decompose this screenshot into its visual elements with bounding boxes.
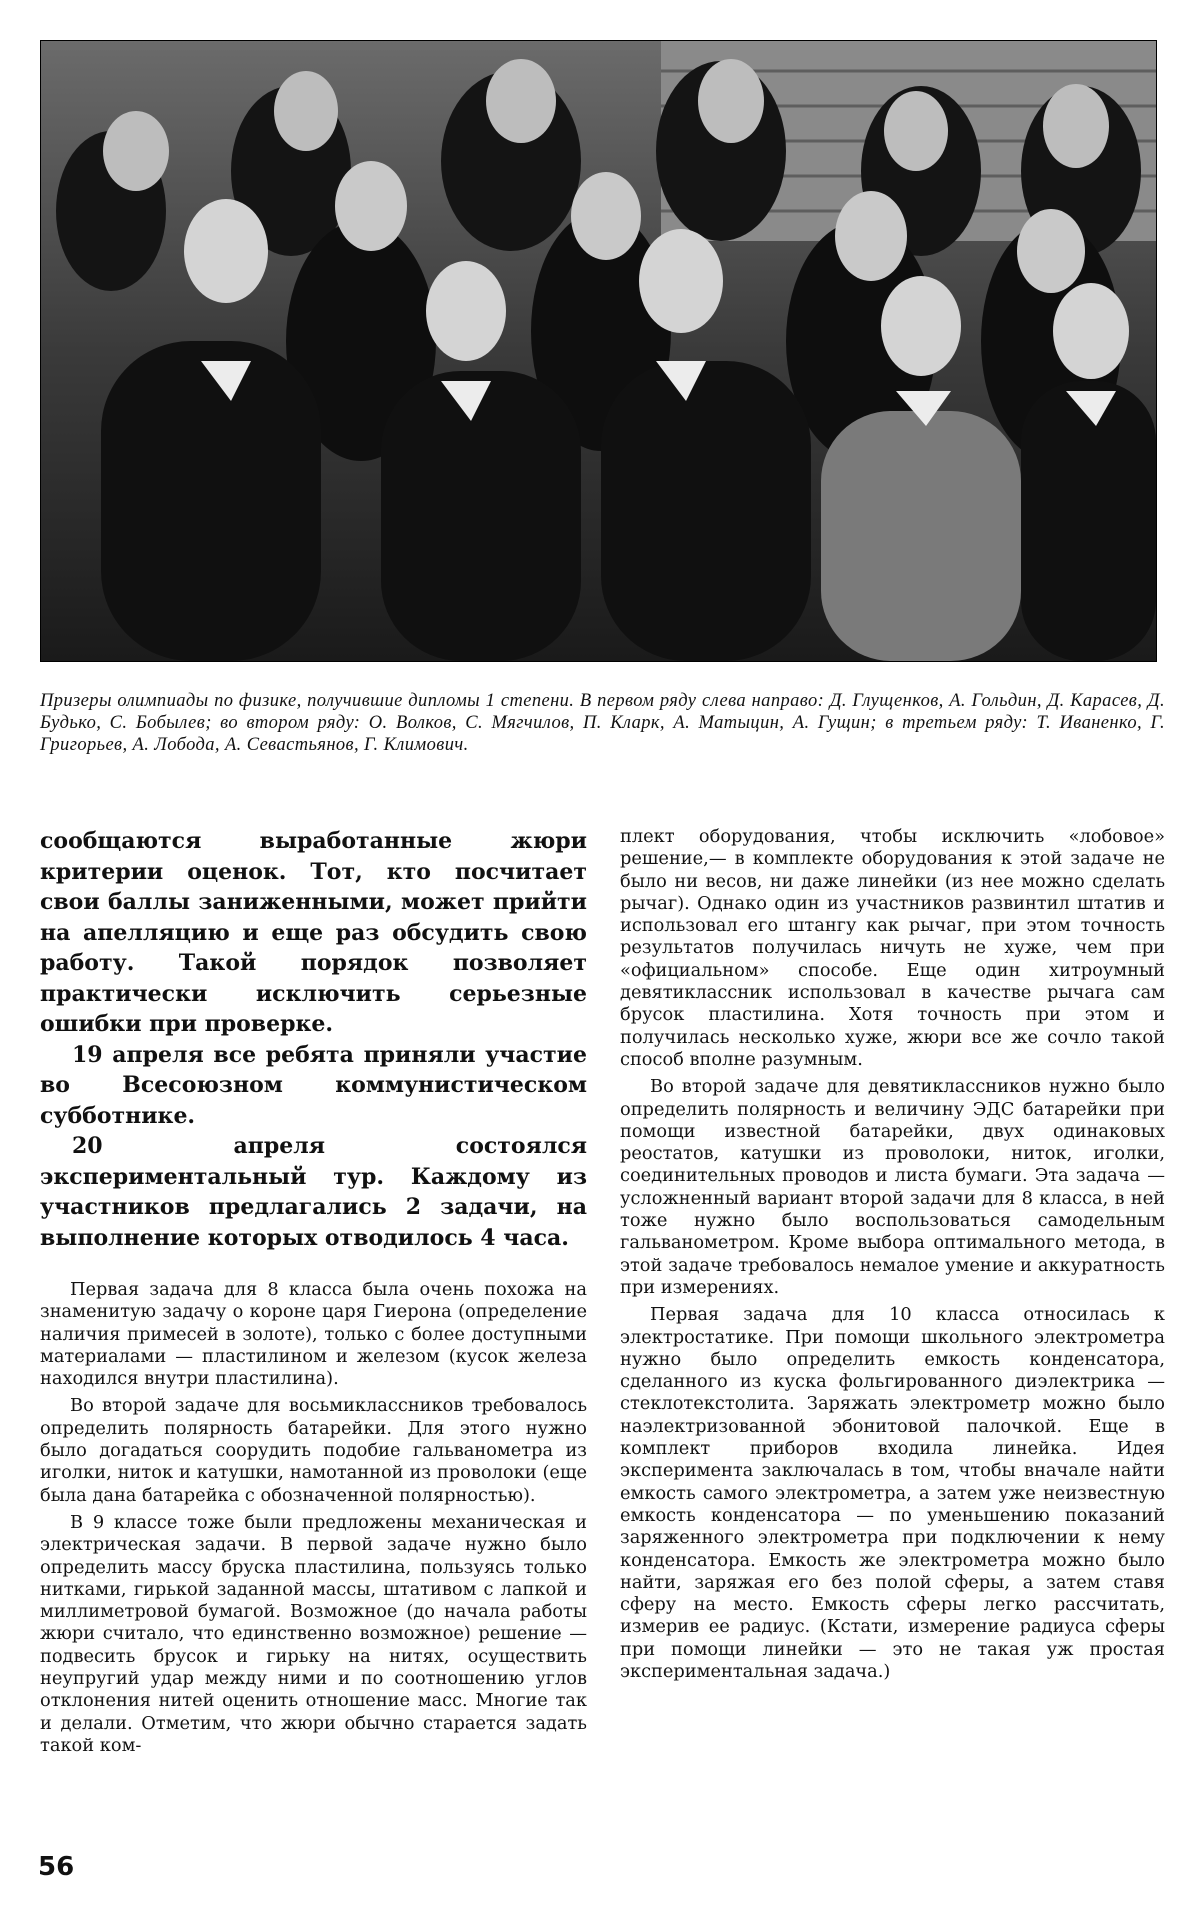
body-text [40,1279,587,1757]
paragraph: Первая задача для 10 класса относилась к электростатике. При помощи школьного электрометра нужно было определить емкость конденсатора, сделанного из куска фольгированного диэлектрика — стеклотекстолита. Заряжать электрометр можно было наэлектризованной эбонитовой палочкой. Еще в комплект приборов входила линейка. Идея эксперимента заключалась в том, чтобы вначале найти емкость самого электрометра, а затем уже неизвестную емкость конденсатора — по уменьшению показаний заряженного электрометра при подключении к нему конденсатора. Емкость же электрометра можно было найти, заряжая его без полой сферы, а затем ставя сферу на место. Емкость сферы легко рассчитать, измерив ее радиус. (Кстати, измерение радиуса сферы при помощи линейки — это не такая уж простая экспериментальная задача.) [620,1304,1165,1682]
lead-paragraph: 19 апреля все ребята приняли участие во Всесоюзном коммунистическом субботнике. [40,1041,587,1129]
page-number: 56 [38,1852,75,1882]
left-column [40,826,587,1757]
photo-caption: Призеры олимпиады по физике, получившие дипломы 1 степени. В первом ряду слева направо: Д. Глущенков, А. Гольдин, Д. Карасев, Д. Будько, С. Бобылев; во втором ряду: О. Волков, С. Мягчилов, П. Кларк, А. Матыцин, А. Гущин; в третьем ряду: Т. Иваненко, Г. Григорьев, А. Лобода, А. Севастьянов, Г. Климович. [40,691,1165,755]
group-photo [40,40,1157,662]
paragraph: плект оборудования, чтобы исключить «лобовое» решение,— в комплекте оборудования к этой задаче не было ни весов, ни даже линейки (из нее можно сделать рычаг). Однако один из участников развинтил штатив и использовал его штангу как рычаг, при этом точность результатов получилась ничуть не хуже, чем при «официальном» способе. Еще один хитроумный девятиклассник использовал в качестве рычага сам брусок пластилина. Хотя точность при этом и получилась несколько хуже, жюри все же сочло такой способ вполне разумным. [620,826,1165,1070]
paragraph: Первая задача для 8 класса была очень похожа на знаменитую задачу о короне царя Гиерона (определение наличия примесей в золоте), только с более доступными материалами — пластилином и железом (кусок железа находился внутри пластилина). [40,1279,587,1390]
paragraph: Во второй задаче для восьмиклассников требовалось определить полярность батарейки. Для этого нужно было догадаться соорудить подобие гальванометра из иголки, ниток и катушки, намотанной из проволоки (еще была дана батарейка с обозначенной полярностью). [40,1395,587,1506]
right-column [620,826,1165,1683]
lead-text [40,826,587,1253]
paragraph: Во второй задаче для девятиклассников нужно было определить полярность и величину ЭДС батарейки при помощи известной батарейки, двух одинаковых реостатов, катушки из проволоки, ниток, иголки, соединительных проводов и листа бумаги. Эта задача — усложненный вариант второй задачи для 8 класса, в ней тоже нужно было воспользоваться самодельным гальванометром. Кроме выбора оптимального метода, в этой задаче требовалось немалое умение и аккуратность при измерениях. [620,1076,1165,1298]
lead-paragraph: 20 апреля состоялся экспериментальный тур. Каждому из участников предлагались 2 задачи, на выполнение которых отводилось 4 часа. [40,1133,587,1251]
lead-paragraph: сообщаются выработанные жюри критерии оценок. Тот, кто посчитает свои баллы заниженными, может прийти на апелляцию и еще раз обсудить свою работу. Такой порядок позволяет практически исключить серьезные ошибки при проверке. [40,828,587,1037]
paragraph: В 9 классе тоже были предложены механическая и электрическая задачи. В первой задаче нужно было определить массу бруска пластилина, пользуясь только нитками, гирькой заданной массы, штативом с лапкой и миллиметровой бумагой. Возможное (до начала работы жюри считало, что единственно возможное) решение — подвесить брусок и гирьку на нитях, осуществить неупругий удар между ними и по соотношению углов отклонения нитей оценить отношение масс. Многие так и делали. Отметим, что жюри обычно старается задать такой ком- [40,1511,587,1756]
group-photo-icon [41,41,1156,661]
body-text [620,826,1165,1683]
